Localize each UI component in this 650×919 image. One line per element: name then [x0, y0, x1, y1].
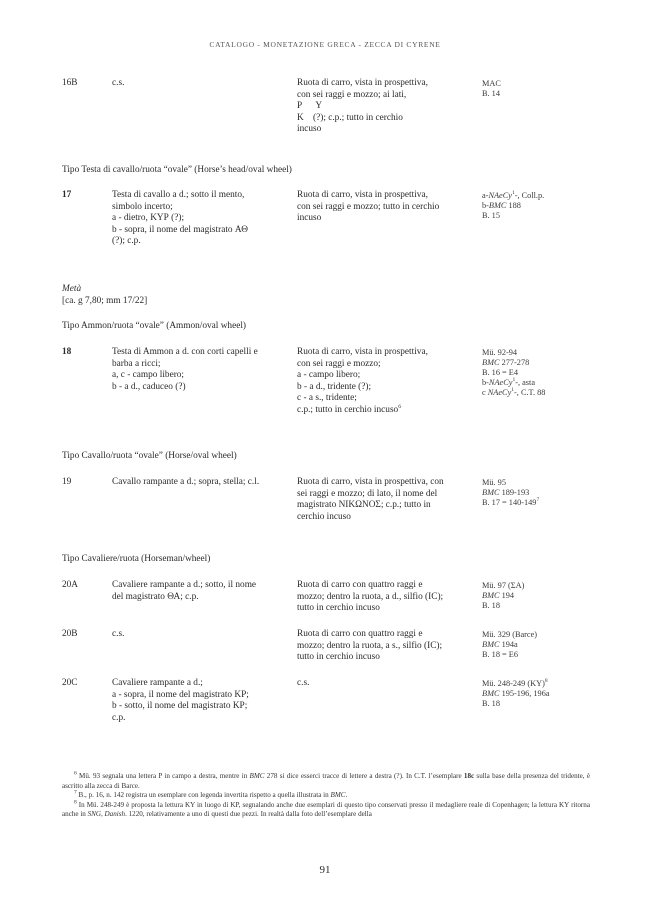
reverse-description: Ruota di carro con quattro raggi e mozzo; dentro la ruota, a s., silfio (IC); tutto in cerchio incuso: [297, 629, 443, 663]
reverse-description: Ruota di carro, vista in prospettiva, con sei raggi e mozzo; tutto in cerchio incuso: [297, 190, 440, 224]
section-heading: Tipo Ammon/ruota “ovale” (Ammon/oval wheel): [62, 321, 247, 331]
obverse-description: Cavallo rampante a d.; sopra, stella; c.l.: [112, 477, 260, 487]
weight-diameter: [ca. g 7,80; mm 17/22]: [62, 296, 148, 306]
entry-number: 16B: [62, 78, 78, 88]
references: Mü. 329 (Barce) BMC 194a B. 18 = E6: [482, 630, 538, 659]
footnote-8: $^8$ In Mü. 248-249 è proposta la lettura ΚΥ in luogo di ΚΡ, segnalando anche due esemplari di questo tipo conservati presso il medagliere reale di Copenhagen; la lettura ΚΥ ritorna anche in SNG, Danish. 1220, relativamente a uno di questi due pezzi. In realtà dalla foto dell’esemplare della: [62, 799, 590, 819]
section-heading: Tipo Cavallo/ruota “ovale” (Horse/oval wheel): [62, 451, 237, 461]
footnotes: [62, 772, 590, 820]
reverse-description: c.s.: [297, 678, 310, 688]
footnote-7: $^7$ B., p. 16, n. 142 registra un esemplare con legenda invertita rispetto a quella illustrata in BMC.: [74, 789, 348, 800]
running-header: CATALOGO - MONETAZIONE GRECA - ZECCA DI CYRENE: [209, 40, 441, 49]
references: a-NAeCy$^1$-, Coll.p. b-BMC 188 B. 15: [482, 190, 545, 220]
section-heading: Tipo Testa di cavallo/ruota “ovale” (Horse’s head/oval wheel): [62, 165, 292, 175]
reverse-description: Ruota di carro, vista in prospettiva, con sei raggi e mozzo; a - campo libero; b - a d., tridente (?); c - a s., tridente; c.p.; tutto in cerchio incuso$^6$: [297, 347, 428, 415]
footnote-marker: 6: [398, 403, 401, 410]
entry-number: 20B: [62, 629, 78, 639]
denomination-heading: Metà: [62, 284, 82, 294]
references: Mü. 92-94 BMC 277-278 B. 16 = E4 b-NAeCy$^1$-, asta c NAeCy$^1$-, C.T. 88: [482, 348, 546, 397]
entry-number: 17: [62, 190, 72, 200]
entry-number: 20A: [62, 580, 79, 590]
entry-number: 18: [62, 347, 72, 357]
references: Mü. 248-249 $(K\Upsilon)^8$ BMC 195-196, 196a B. 18: [482, 678, 550, 708]
references: Mü. 97 (ΣΑ) BMC 194 B. 18: [482, 581, 525, 610]
references: Mü. 95 BMC 189-193 B. $17 = 140-149^7$: [482, 478, 540, 507]
obverse-description: Testa di Ammon a d. con corti capelli e barba a ricci; a, c - campo libero; b - a d., caduceo (?): [112, 347, 258, 392]
reverse-description: Ruota di carro, vista in prospettiva, con sei raggi e mozzo; di lato, il nome del magistrato ΝΙΚΩΝΟΣ; c.p.; tutto in cerchio incuso: [297, 477, 444, 522]
obverse-description: c.s.: [112, 629, 125, 639]
reverse-description: Ruota di carro, vista in prospettiva, con sei raggi e mozzo; ai lati, P Y K (?); c.p.; tutto in cerchio incuso: [297, 78, 428, 135]
entry-number: 20C: [62, 678, 78, 688]
obverse-description: Cavaliere rampante a d.; sotto, il nome del magistrato ΘΑ; c.p.: [112, 580, 257, 602]
page-number: 91: [319, 864, 331, 876]
obverse-description: Cavaliere rampante a d.; a - sopra, il nome del magistrato ΚΡ; b - sotto, il nome del magistrato ΚΡ; c.p.: [112, 678, 249, 723]
references: MAC B. 14: [482, 79, 501, 98]
reverse-description: Ruota di carro con quattro raggi e mozzo; dentro la ruota, a d., silfio (IC); tutto in cerchio incuso: [297, 580, 444, 614]
section-heading: Tipo Cavaliere/ruota (Horseman/wheel): [62, 554, 211, 564]
obverse-description: Testa di cavallo a d.; sotto il mento, simbolo incerto; a - dietro, ΚΥΡ (?); b - sopra, il nome del magistrato ΑΘ (?); c.p.: [112, 190, 248, 247]
entry-number: 19: [62, 477, 72, 487]
obverse-description: c.s.: [112, 78, 125, 88]
footnote-6: $^6$ Mü. 93 segnala una lettera P in campo a destra, mentre in BMC 278 si dice esserci tracce di lettere a destra (?). In C.T. l’esemplare 18c sulla base della presenza del tridente, è ascritto alla zecca di Barce.: [62, 770, 590, 790]
